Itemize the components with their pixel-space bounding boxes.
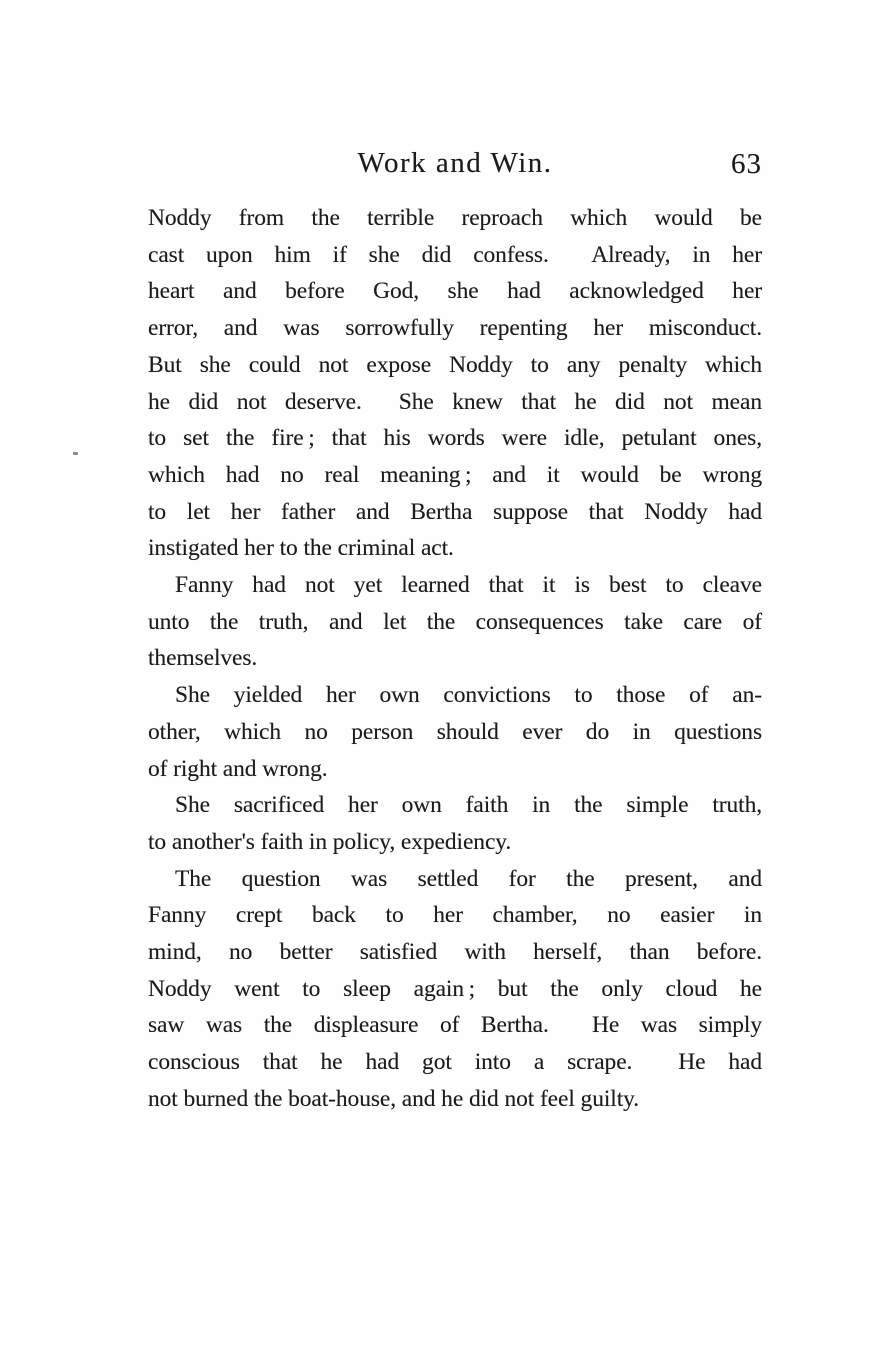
text-line: not burned the boat-house, and he did not feel guilty.	[148, 1085, 640, 1112]
text-line: he did not deserve. She knew that he did not mean	[148, 388, 762, 415]
paragraph	[148, 677, 762, 787]
text-line: But she could not expose Noddy to any penalty which	[148, 351, 762, 378]
text-line: She sacrificed her own faith in the simple truth,	[175, 792, 762, 819]
text-line: heart and before God, she had acknowledged her	[148, 278, 762, 305]
text-line: The question was settled for the present, and	[175, 865, 762, 892]
text-line: to another's faith in policy, expediency.	[148, 828, 512, 855]
text-line: Noddy went to sleep again ; but the only cloud he	[148, 975, 762, 1002]
paragraph	[148, 787, 762, 860]
running-title: Work and Win.	[357, 147, 553, 179]
text-line: Fanny had not yet learned that it is best to cleave	[175, 572, 762, 599]
scan-speck	[73, 452, 78, 455]
text-line: Noddy from the terrible reproach which would be	[148, 205, 762, 231]
text-line: saw was the displeasure of Bertha. He was simply	[148, 1012, 762, 1039]
body-text	[148, 200, 762, 1118]
text-line: unto the truth, and let the consequences take care of	[148, 608, 762, 635]
text-line: cast upon him if she did confess. Already, in her	[148, 241, 762, 268]
text-line: mind, no better satisfied with herself, than before.	[148, 939, 762, 966]
text-line: other, which no person should ever do in questions	[148, 718, 762, 745]
paragraph	[148, 567, 762, 677]
text-line: She yielded her own convictions to those of an-	[175, 682, 762, 709]
paragraph	[148, 861, 762, 1118]
text-line: to let her father and Bertha suppose that Noddy had	[148, 498, 762, 525]
text-line: Fanny crept back to her chamber, no easier in	[148, 902, 762, 929]
text-line: which had no real meaning ; and it would be wrong	[148, 461, 762, 488]
paragraph	[148, 200, 762, 567]
text-line: themselves.	[148, 645, 258, 672]
text-line: to set the fire ; that his words were idle, petulant ones,	[148, 425, 762, 452]
text-line: of right and wrong.	[148, 755, 328, 782]
text-line: error, and was sorrowfully repenting her misconduct.	[148, 315, 762, 342]
page-number: 63	[731, 148, 762, 180]
text-line: instigated her to the criminal act.	[148, 535, 454, 562]
text-line: conscious that he had got into a scrape. He had	[148, 1049, 762, 1076]
page-header	[148, 146, 762, 182]
